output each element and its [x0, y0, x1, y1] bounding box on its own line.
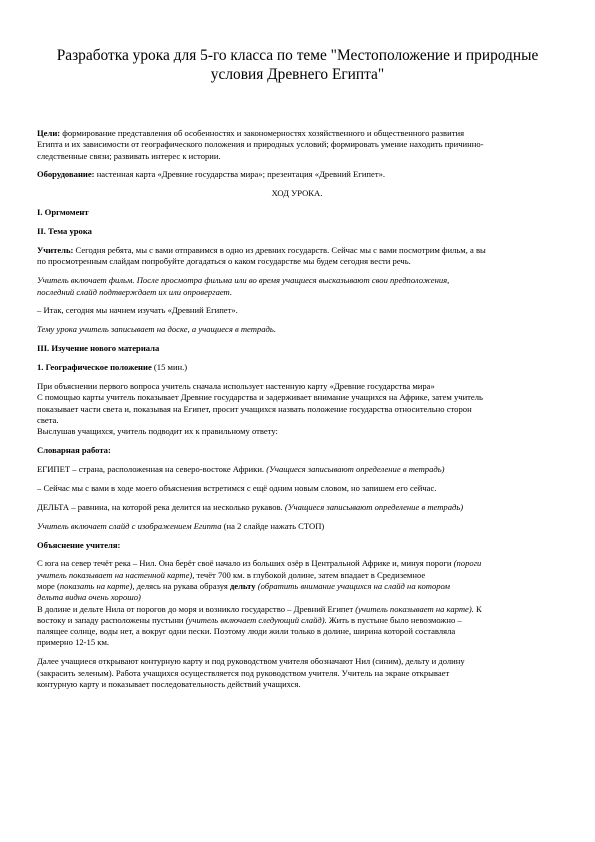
map-note-text: Учитель включает слайд с изображением Египта: [37, 520, 224, 531]
explanation-note-1: (пороги: [453, 558, 482, 569]
vocab-delta-note: (Учащиеся записывают определение в тетрадь): [284, 501, 464, 512]
explanation-note-3e: (обратить внимание учащихся на слайд на котором: [255, 581, 451, 591]
vocab-egypt-text: ЕГИПЕТ – страна, расположенная на северо-востоке Африки.: [37, 463, 267, 474]
teacher-intro-line-1: Сегодня ребята, мы с вами отправимся в одно из древних государств. Сейчас мы с вами посмотрим фильм, а вы: [73, 245, 486, 256]
map-note: [37, 521, 557, 532]
film-note-line-1: Учитель включает фильм. После просмотра фильма или во время учащиеся высказывают свои предположения,: [37, 275, 450, 286]
explanation-note-3: показать на карте),: [59, 581, 135, 591]
goals-paragraph: [37, 128, 557, 162]
goals-line-2: Египта и их зависимости от географического положения и природных условий; формировать умение находить причинно-: [37, 139, 484, 150]
contour-line-3: контурную карту и показывает последовательность действий учащихся.: [37, 678, 301, 689]
map-note-extra: (на 2 слайде нажать СТОП): [223, 520, 325, 531]
explanation-line-5: В долине и дельте Нила от порогов до моря и возникло государство – Древний Египет: [37, 603, 356, 614]
goals-label: Цели:: [37, 128, 61, 138]
vocab-intro: – Сейчас мы с вами в ходе моего объяснения встретимся с ещё одним новым словом, но запишем его сейчас.: [37, 482, 437, 493]
explanation-note-2: учитель показывает на настенной карте),: [37, 569, 195, 580]
board-note: Тему урока учитель записывает на доске, а учащиеся в тетрадь.: [37, 324, 276, 335]
geo-line-5: Выслушав учащихся, учитель подводит их к правильному ответу:: [37, 426, 278, 437]
teacher-intro-paragraph: [37, 245, 557, 268]
explanation-delta-term: дельту: [229, 581, 256, 591]
explanation-line-6c: Жить в пустыне было невозможно –: [326, 614, 462, 625]
goals-line-3: следственные связи; развивать интерес к истории.: [37, 150, 221, 161]
section-heading-new-material: III. Изучение нового материала: [37, 343, 160, 354]
section-heading-orgmoment: I. Оргмомент: [37, 207, 89, 218]
document-body: [37, 128, 557, 698]
film-note-line-2: последний слайд подтверждает их или опровергает.: [37, 286, 233, 297]
teacher-label: Учитель:: [37, 245, 74, 256]
title-line-2: условия Древнего Египта": [210, 66, 385, 83]
teacher-intro-line-2: по просмотренным слайдам попробуйте догадаться о каком государстве мы будем сегодня вести речь.: [37, 256, 411, 267]
document-title: [0, 46, 595, 84]
equipment-text: настенная карта «Древние государства мира»; презентация «Древний Египет».: [94, 169, 386, 180]
geo-duration: (15 мин.): [151, 362, 188, 373]
explanation-note-5: (учитель показывает на карте).: [355, 603, 474, 614]
goals-line-1: формирование представления об особенностях и закономерностях хозяйственного и общественного развития: [60, 128, 465, 138]
vocab-delta-text: ДЕЛЬТА – равнина, на которой река делится на несколько рукавов.: [37, 501, 285, 512]
explanation-line-5c: К: [473, 603, 482, 614]
geo-line-4: света.: [37, 414, 59, 425]
explanation-note-4: дельта видна очень хорошо): [37, 592, 141, 603]
geo-line-3: показывает части света и, показывая на Египет, просит учащихся назвать положение государства относительно сторон: [37, 403, 472, 414]
geo-line-2: С помощью карты учитель показывает Древние государства и задерживает внимание учащихся на Африке, затем учитель: [37, 392, 483, 403]
geo-heading: [37, 362, 557, 373]
explanation-note-6: (учитель включает следующий слайд).: [185, 614, 327, 625]
vocab-heading: Словарная работа:: [37, 445, 111, 456]
study-intro: – Итак, сегодня мы начнем изучать «Древний Египет».: [37, 305, 238, 316]
explanation-line-2: течёт 700 км. в глубокой долине, затем впадает в Средиземное: [194, 569, 426, 580]
contour-line-2: (закрасить зеленым). Работа учащихся осуществляется под руководством учителя. Учитель на экране открывает: [37, 667, 450, 678]
geo-label: 1. Географическое положение: [37, 362, 152, 373]
geo-paragraph: [37, 381, 557, 437]
vocab-delta: [37, 502, 557, 513]
contour-line-1: Далее учащиеся открывают контурную карту и под руководством учителя обозначают Нил (синим), дельту и долину: [37, 656, 465, 667]
explanation-line-7: палящее солнце, воды нет, а вокруг одни пески. Поэтому люди жили только в долине, ширина которой составляла: [37, 626, 456, 637]
explanation-line-3c: делясь на рукава образуя: [134, 581, 230, 591]
explanation-line-6: востоку и западу расположены пустыни: [37, 614, 186, 625]
section-heading-topic: II. Тема урока: [37, 226, 92, 237]
explanation-paragraph: [37, 558, 557, 648]
film-note-paragraph: [37, 275, 557, 298]
contour-paragraph: [37, 656, 557, 690]
explanation-line-1: С юга на север течёт река – Нил. Она берёт своё начало из больших озёр в Центральной Африке и, минуя пороги: [37, 558, 454, 569]
geo-line-1: При объяснении первого вопроса учитель сначала использует настенную карту «Древние государства мира»: [37, 380, 435, 391]
explanation-heading: Объяснение учителя:: [37, 539, 121, 550]
title-line-1: Разработка урока для 5-го класса по теме "Местоположение и природные: [56, 47, 539, 64]
explanation-line-3a: море (: [37, 581, 60, 591]
explanation-line-8: примерно 12-15 км.: [37, 637, 110, 648]
vocab-egypt-note: (Учащиеся записывают определение в тетрадь): [266, 463, 445, 474]
vocab-egypt: [37, 464, 557, 475]
equipment-label: Оборудование:: [37, 169, 95, 180]
equipment-paragraph: [37, 169, 557, 180]
lesson-heading: ХОД УРОКА.: [271, 188, 323, 199]
